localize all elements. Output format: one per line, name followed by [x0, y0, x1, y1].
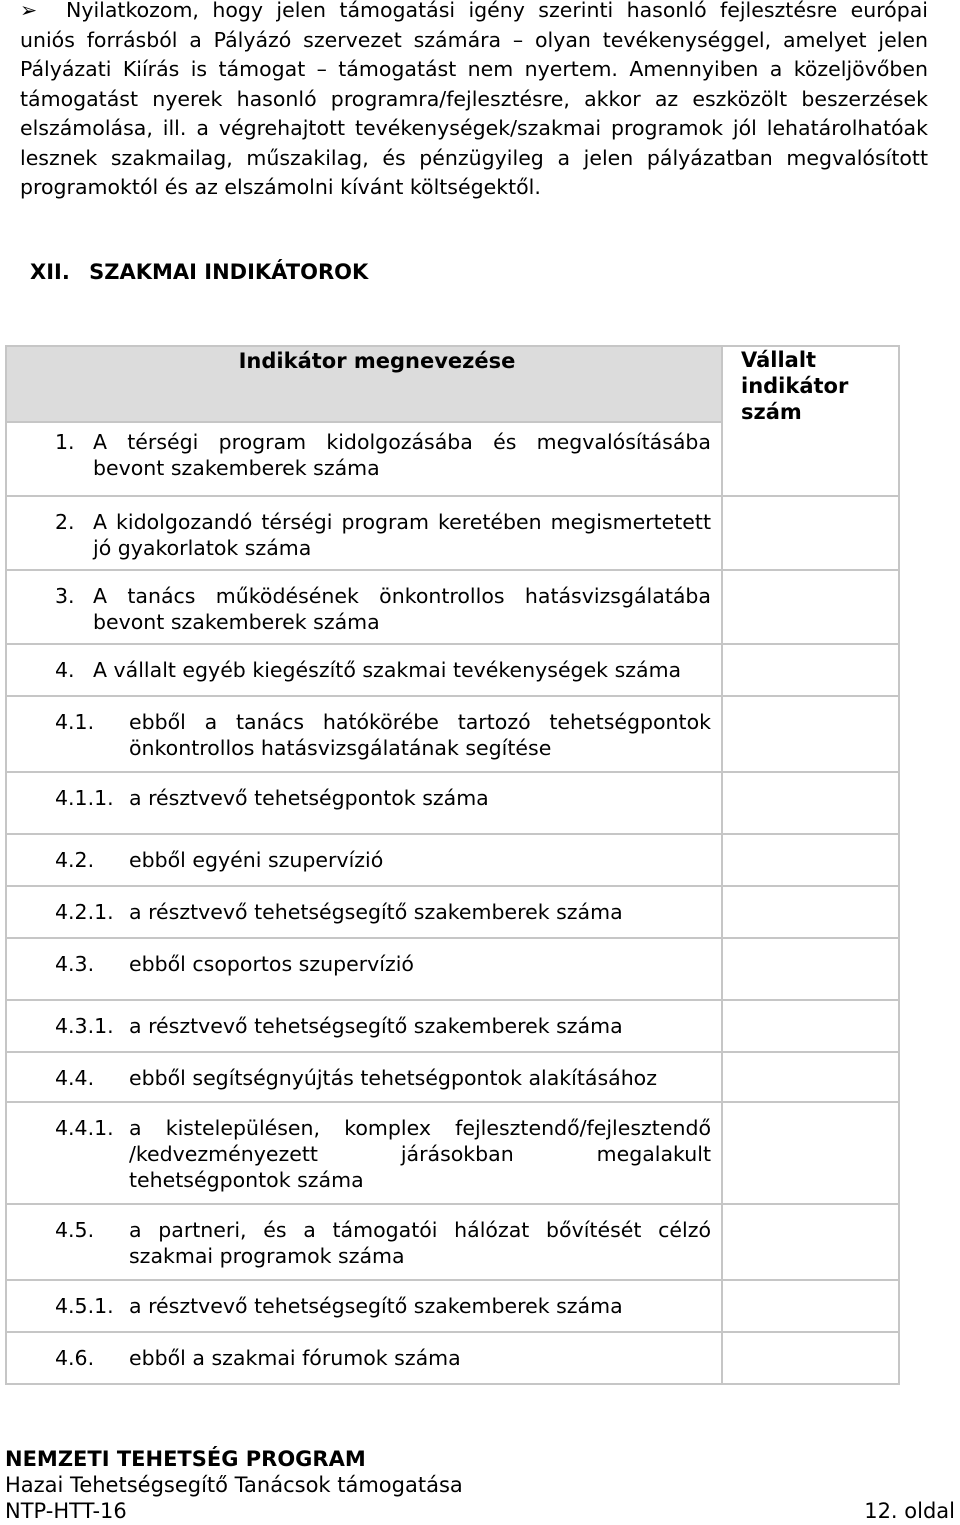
table-row: [6, 696, 899, 772]
indicator-cell: [6, 1332, 722, 1384]
table-row: [6, 886, 899, 938]
table-row: [6, 772, 899, 834]
table-row: [6, 938, 899, 1000]
indicator-cell: [6, 1280, 722, 1332]
table-row: [6, 834, 899, 886]
indicator-number: 4.3.1.: [55, 1014, 114, 1038]
header-indicator-name-label: Indikátor megnevezése: [238, 349, 516, 373]
indicator-label: a résztvevő tehetségsegítő szakemberek száma: [129, 1294, 623, 1318]
committed-value-cell[interactable]: [722, 570, 899, 644]
footer-program: NEMZETI TEHETSÉG PROGRAM: [5, 1447, 366, 1471]
section-title: SZAKMAI INDIKÁTOROK: [89, 260, 369, 284]
committed-value-cell[interactable]: [722, 1204, 899, 1280]
arrow-bullet-icon: ➢: [20, 0, 38, 22]
committed-value-cell[interactable]: [722, 696, 899, 772]
table-row: [6, 1052, 899, 1102]
indicator-number: 4.4.: [55, 1066, 95, 1090]
table-row: [6, 1000, 899, 1052]
indicator-label: A vállalt egyéb kiegészítő szakmai tevékenységek száma: [93, 658, 682, 682]
indicator-cell: [6, 1102, 722, 1204]
indicator-cell: [6, 570, 722, 644]
indicator-label: ebből a szakmai fórumok száma: [129, 1346, 461, 1370]
indicator-cell: [6, 772, 722, 834]
committed-value-cell[interactable]: [722, 938, 899, 1000]
table-row: [6, 1280, 899, 1332]
section-heading: [30, 260, 368, 284]
indicator-label: a kistelepülésen, komplex fejlesztendő/fejlesztendő /kedvezményezett járásokban megalakult tehetségpontok száma: [129, 1116, 711, 1192]
indicator-number: 4.3.: [55, 952, 95, 976]
indicator-cell: [6, 1000, 722, 1052]
committed-value-cell[interactable]: [722, 834, 899, 886]
indicator-label: a résztvevő tehetségsegítő szakemberek száma: [129, 1014, 623, 1038]
indicator-number: 4.5.1.: [55, 1294, 114, 1318]
indicator-number: 4.: [55, 658, 75, 682]
indicator-number: 4.4.1.: [55, 1116, 114, 1140]
indicator-label: A térségi program kidolgozásába és megvalósításába bevont szakemberek száma: [93, 430, 711, 480]
section-number: XII.: [30, 260, 70, 284]
indicator-label: A tanács működésének önkontrollos hatásvizsgálatába bevont szakemberek száma: [93, 584, 711, 634]
indicator-cell: [6, 938, 722, 1000]
committed-value-cell[interactable]: [722, 772, 899, 834]
indicator-number: 4.2.1.: [55, 900, 114, 924]
indicator-cell: [6, 834, 722, 886]
committed-value-cell[interactable]: [722, 644, 899, 696]
committed-value-cell[interactable]: [722, 1332, 899, 1384]
indicator-label: a résztvevő tehetségsegítő szakemberek száma: [129, 900, 623, 924]
committed-value-cell[interactable]: [722, 886, 899, 938]
indicator-label: ebből csoportos szupervízió: [129, 952, 414, 976]
page-footer: [5, 1446, 955, 1524]
indicator-cell: [6, 644, 722, 696]
indicator-number: 2.: [55, 510, 75, 534]
declaration-paragraph: [20, 0, 928, 203]
header-committed-value-label: Vállalt indikátor szám: [741, 348, 849, 424]
page-number: 12. oldal: [864, 1499, 955, 1523]
indicator-label: ebből a tanács hatókörébe tartozó tehetségpontok önkontrollos hatásvizsgálatának segítése: [129, 710, 711, 760]
indicator-cell: [6, 1052, 722, 1102]
indicator-cell: [6, 422, 722, 496]
committed-value-cell[interactable]: [722, 1280, 899, 1332]
committed-value-cell[interactable]: [722, 1102, 899, 1204]
indicator-table: [5, 345, 900, 1385]
indicator-cell: [6, 886, 722, 938]
committed-value-cell[interactable]: [722, 496, 899, 570]
indicator-number: 4.1.: [55, 710, 95, 734]
indicator-number: 1.: [55, 430, 75, 454]
table-row: [6, 570, 899, 644]
indicator-number: 3.: [55, 584, 75, 608]
indicator-number: 4.5.: [55, 1218, 95, 1242]
table-row: [6, 496, 899, 570]
indicator-label: a partneri, és a támogatói hálózat bővítését célzó szakmai programok száma: [129, 1218, 711, 1268]
table-row: [6, 1102, 899, 1204]
indicator-cell: [6, 1204, 722, 1280]
indicator-label: a résztvevő tehetségpontok száma: [129, 786, 489, 810]
table-row: [6, 1332, 899, 1384]
declaration-text: Nyilatkozom, hogy jelen támogatási igény szerinti hasonló fejlesztésre európai uniós forrásból a Pályázó szervezet számára – olyan tevékenységgel, amelyet jelen Pályázati Kiírás is támogat – támogatást nem nyertem. Amennyiben a közeljövőben támogatást nyerek hasonló programra/fejlesztésre, akkor az eszközölt beszerzések elszámolása, ill. a végrehajtott tevékenységek/szakmai programok jól lehatárolhatóak lesznek szakmailag, műszakilag, és pénzügyileg a jelen pályázatban megvalósított programoktól és az elszámolni kívánt költségektől.: [20, 0, 928, 199]
indicator-cell: [6, 696, 722, 772]
indicator-number: 4.1.1.: [55, 786, 114, 810]
indicator-number: 4.2.: [55, 848, 95, 872]
table-row: [6, 644, 899, 696]
footer-subtitle: Hazai Tehetségsegítő Tanácsok támogatása: [5, 1473, 463, 1497]
indicator-cell: [6, 496, 722, 570]
indicator-label: A kidolgozandó térségi program keretében megismertetett jó gyakorlatok száma: [93, 510, 711, 560]
committed-value-cell[interactable]: [722, 1052, 899, 1102]
footer-code: NTP-HTT-16: [5, 1499, 127, 1523]
indicator-label: ebből egyéni szupervízió: [129, 848, 384, 872]
indicator-label: ebből segítségnyújtás tehetségpontok alakításához: [129, 1066, 657, 1090]
indicator-number: 4.6.: [55, 1346, 95, 1370]
header-indicator-name: [6, 346, 722, 422]
table-header-row: [6, 346, 899, 422]
header-committed-value: [722, 346, 899, 496]
committed-value-cell[interactable]: [722, 1000, 899, 1052]
table-row: [6, 1204, 899, 1280]
